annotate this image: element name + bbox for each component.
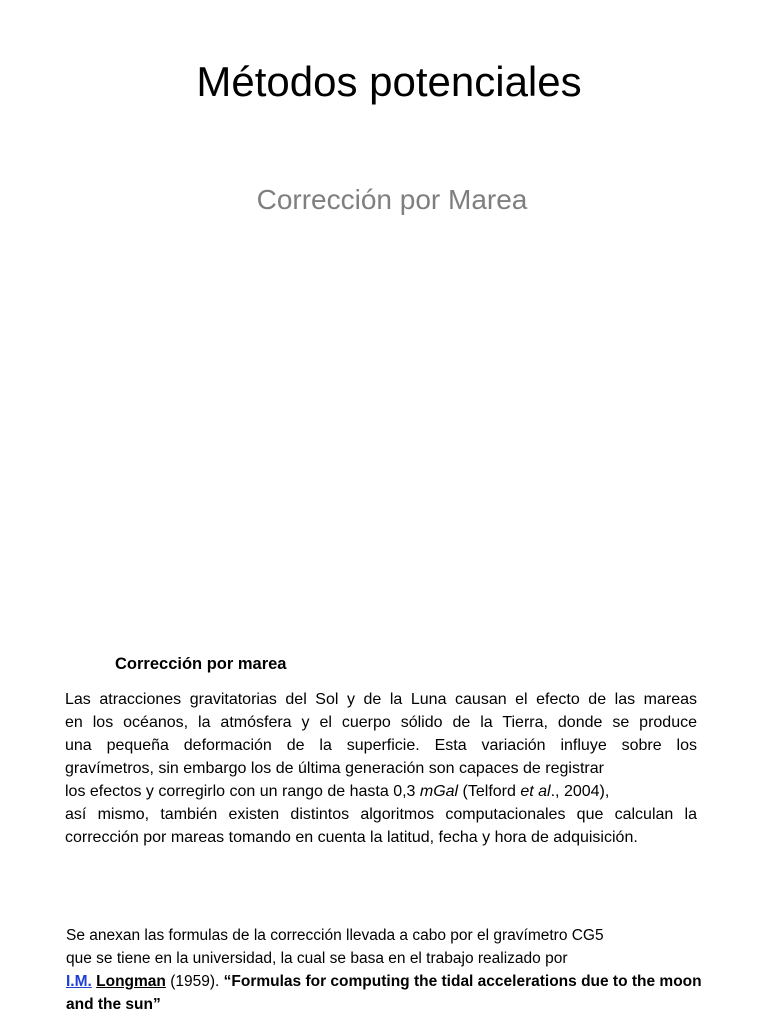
annex-note <box>66 924 716 1016</box>
paragraph-text: (Telford <box>458 783 521 800</box>
slide-subtitle: Corrección por Marea <box>256 184 528 215</box>
reference-title: “Formulas for computing the tidal accelerations due to the moon and the sun” <box>66 973 702 1013</box>
reference-year: (1959). <box>165 973 224 990</box>
paragraph-line: en los océanos, la atmósfera y el cuerpo sólido de la Tierra, donde se produce <box>65 714 697 731</box>
annex-reference <box>66 973 702 1013</box>
paragraph-text: los efectos y corregirlo con un rango de hasta 0,3 <box>65 783 420 800</box>
annex-line: que se tiene en la universidad, la cual se basa en el trabajo realizado por <box>66 950 568 967</box>
paragraph-line <box>65 780 697 803</box>
annex-line: Se anexan las formulas de la corrección llevada a cabo por el gravímetro CG5 <box>66 927 604 944</box>
paragraph-line: gravímetros, sin embargo los de última generación son capaces de registrar <box>65 760 604 777</box>
citation-et-al: et al <box>520 783 551 800</box>
tide-correction-paragraph <box>65 688 697 849</box>
paragraph-line: una pequeña deformación de la superficie. Esta variación influye sobre los <box>65 737 697 754</box>
author-link[interactable]: I.M. <box>66 973 92 990</box>
paragraph-text: ., 2004), <box>550 783 610 800</box>
section-heading: Corrección por marea <box>115 655 287 673</box>
author-name: Longman <box>96 973 166 990</box>
slide-title: Métodos potenciales <box>196 58 582 105</box>
paragraph-line: Las atracciones gravitatorias del Sol y de la Luna causan el efecto de las mareas <box>65 691 697 708</box>
paragraph-line: corrección por mareas tomando en cuenta la latitud, fecha y hora de adquisición. <box>65 829 638 846</box>
paragraph-line: así mismo, también existen distintos algoritmos computacionales que calculan la <box>65 806 697 823</box>
unit-mgal: mGal <box>419 783 459 800</box>
